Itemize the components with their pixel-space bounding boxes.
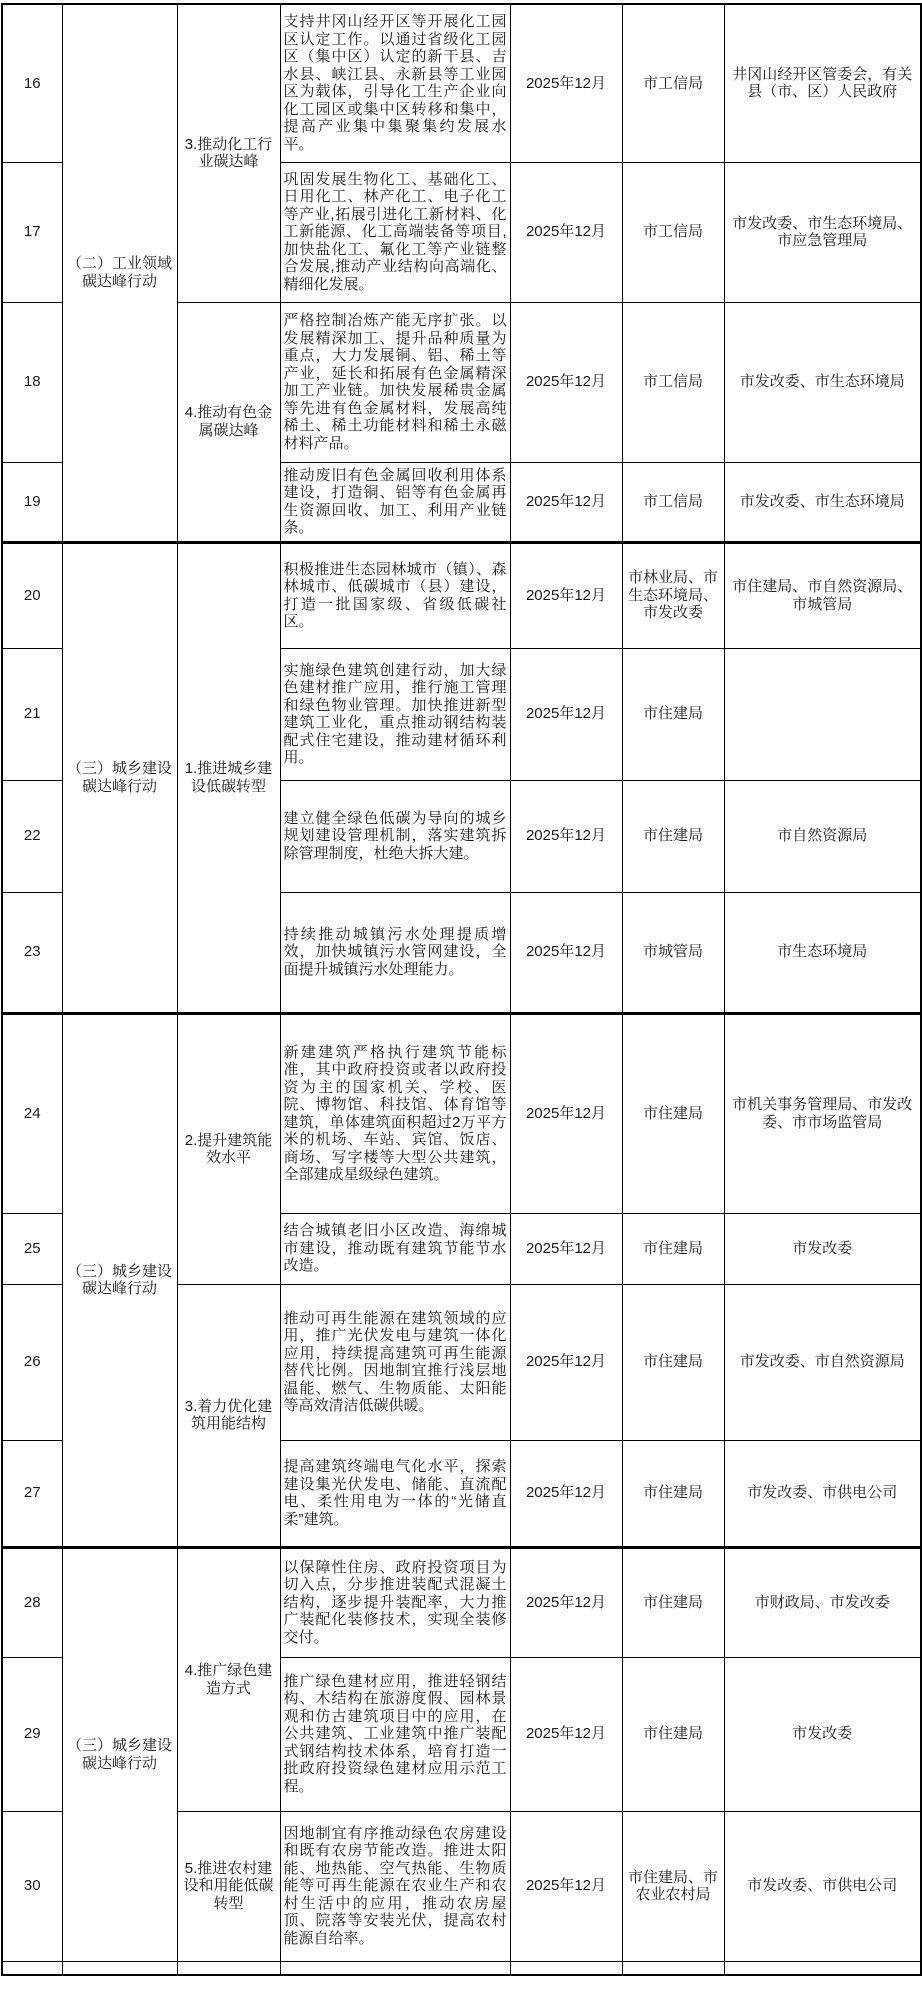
row-number-cell: 23	[2, 892, 62, 1013]
lead-department-cell: 市住建局	[622, 1440, 724, 1547]
lead-department-cell: 市住建局	[622, 1547, 724, 1657]
lead-department-cell: 市住建局	[622, 648, 724, 780]
row-number-cell: 27	[2, 1440, 62, 1547]
lead-department-cell: 市住建局	[622, 1213, 724, 1284]
deadline-cell: 2025年12月	[510, 302, 622, 462]
cooperating-department-cell: 市发改委	[724, 1657, 921, 1811]
clipped-cell	[280, 1961, 510, 1975]
task-description-cell: 以保障性住房、政府投资项目为切入点，分步推进装配式混凝土结构，逐步提升装配率，大力推广装配化装修技术，实现全装修交付。	[280, 1547, 510, 1657]
task-description-cell: 推动废旧有色金属回收利用体系建设，打造铜、铝等有色金属再生资源回收、加工、利用产业链条。	[280, 462, 510, 542]
category-cell: （三）城乡建设碳达峰行动	[62, 1547, 177, 1961]
lead-department-cell: 市工信局	[622, 162, 724, 302]
deadline-cell: 2025年12月	[510, 1657, 622, 1811]
cooperating-department-cell	[724, 648, 921, 780]
cooperating-department-cell: 市发改委	[724, 1213, 921, 1284]
subtask-cell: 3.着力优化建筑用能结构	[177, 1284, 280, 1547]
row-number-cell: 20	[2, 542, 62, 648]
table-row	[2, 4, 921, 162]
subtask-cell: 4.推广绿色建造方式	[177, 1547, 280, 1811]
deadline-cell: 2025年12月	[510, 1440, 622, 1547]
subtask-cell: 2.提升建筑能效水平	[177, 1013, 280, 1284]
deadline-cell: 2025年12月	[510, 1013, 622, 1213]
subtask-cell: 4.推动有色金属碳达峰	[177, 302, 280, 542]
row-number-cell: 17	[2, 162, 62, 302]
task-description-cell: 结合城镇老旧小区改造、海绵城市建设，推动既有建筑节能节水改造。	[280, 1213, 510, 1284]
lead-department-cell: 市工信局	[622, 462, 724, 542]
deadline-cell: 2025年12月	[510, 4, 622, 162]
row-number-cell: 26	[2, 1284, 62, 1440]
cooperating-department-cell: 井冈山经开区管委会，有关县（市、区）人民政府	[724, 4, 921, 162]
lead-department-cell: 市住建局	[622, 1284, 724, 1440]
subtask-cell: 3.推动化工行业碳达峰	[177, 4, 280, 302]
row-number-cell: 24	[2, 1013, 62, 1213]
task-description-cell: 推广绿色建材应用，推进轻钢结构、木结构在旅游度假、园林景观和仿古建筑项目中的应用，在公共建筑、工业建筑中推广装配式钢结构技术体系，培育打造一批政府投资绿色建材应用示范工程。	[280, 1657, 510, 1811]
table-row	[2, 1547, 921, 1657]
subtask-cell: 1.推进城乡建设低碳转型	[177, 542, 280, 1013]
row-number-cell: 30	[2, 1811, 62, 1961]
task-description-cell: 新建建筑严格执行建筑节能标准，其中政府投资或者以政府投资为主的国家机关、学校、医院、博物馆、科技馆、体育馆等建筑，单体建筑面积超过2万平方米的机场、车站、宾馆、饭店、商场、写字楼等大型公共建筑，全部建成星级绿色建筑。	[280, 1013, 510, 1213]
task-description-cell: 积极推进生态园林城市（镇）、森林城市、低碳城市（县）建设，打造一批国家级、省级低碳社区。	[280, 542, 510, 648]
table-row	[2, 1013, 921, 1213]
deadline-cell: 2025年12月	[510, 1811, 622, 1961]
category-cell: （三）城乡建设碳达峰行动	[62, 542, 177, 1013]
table-row	[2, 542, 921, 648]
deadline-cell: 2025年12月	[510, 648, 622, 780]
row-number-cell: 18	[2, 302, 62, 462]
cooperating-department-cell: 市发改委、市供电公司	[724, 1440, 921, 1547]
category-cell: （二）工业领域碳达峰行动	[62, 4, 177, 542]
lead-department-cell: 市住建局	[622, 1657, 724, 1811]
clipped-cell	[2, 1961, 62, 1975]
deadline-cell: 2025年12月	[510, 1547, 622, 1657]
category-cell: （三）城乡建设碳达峰行动	[62, 1013, 177, 1547]
lead-department-cell: 市工信局	[622, 4, 724, 162]
lead-department-cell: 市住建局	[622, 1013, 724, 1213]
row-number-cell: 28	[2, 1547, 62, 1657]
cooperating-department-cell: 市发改委、市生态环境局	[724, 302, 921, 462]
lead-department-cell: 市住建局、市农业农村局	[622, 1811, 724, 1961]
task-description-cell: 推动可再生能源在建筑领域的应用，推广光伏发电与建筑一体化应用，持续提高建筑可再生能源替代比例。因地制宜推行浅层地温能、燃气、生物质能、太阳能等高效清洁低碳供暖。	[280, 1284, 510, 1440]
lead-department-cell: 市工信局	[622, 302, 724, 462]
subtask-cell: 5.推进农村建设和用能低碳转型	[177, 1811, 280, 1961]
cooperating-department-cell: 市生态环境局	[724, 892, 921, 1013]
cooperating-department-cell: 市机关事务管理局、市发改委、市市场监管局	[724, 1013, 921, 1213]
clipped-next-row	[2, 1961, 921, 1975]
clipped-cell	[622, 1961, 724, 1975]
task-description-cell: 建立健全绿色低碳为导向的城乡规划建设管理机制，落实建筑拆除管理制度，杜绝大拆大建。	[280, 780, 510, 892]
task-description-cell: 因地制宜有序推动绿色农房建设和既有农房节能改造。推进太阳能、地热能、空气热能、生物质能等可再生能源在农业生产和农村生活中的应用，推动农房屋顶、院落等安装光伏，提高农村能源自给率。	[280, 1811, 510, 1961]
row-number-cell: 25	[2, 1213, 62, 1284]
cooperating-department-cell: 市住建局、市自然资源局、市城管局	[724, 542, 921, 648]
deadline-cell: 2025年12月	[510, 542, 622, 648]
clipped-cell	[62, 1961, 177, 1975]
row-number-cell: 16	[2, 4, 62, 162]
row-number-cell: 21	[2, 648, 62, 780]
task-description-cell: 严格控制冶炼产能无序扩张。以发展精深加工、提升品种质量为重点，大力发展铜、铝、稀土等产业，延长和拓展有色金属精深加工产业链。加快发展稀贵金属等先进有色金属材料，发展高纯稀土、稀土功能材料和稀土永磁材料产品。	[280, 302, 510, 462]
deadline-cell: 2025年12月	[510, 162, 622, 302]
lead-department-cell: 市城管局	[622, 892, 724, 1013]
task-description-cell: 提高建筑终端电气化水平，探索建设集光伏发电、储能、直流配电、柔性用电为一体的“光储直柔”建筑。	[280, 1440, 510, 1547]
clipped-cell	[724, 1961, 921, 1975]
cooperating-department-cell: 市发改委、市生态环境局	[724, 462, 921, 542]
cooperating-department-cell: 市财政局、市发改委	[724, 1547, 921, 1657]
cooperating-department-cell: 市自然资源局	[724, 780, 921, 892]
deadline-cell: 2025年12月	[510, 1213, 622, 1284]
cooperating-department-cell: 市发改委、市生态环境局、市应急管理局	[724, 162, 921, 302]
cooperating-department-cell: 市发改委、市供电公司	[724, 1811, 921, 1961]
row-number-cell: 22	[2, 780, 62, 892]
task-description-cell: 持续推动城镇污水处理提质增效，加快城镇污水管网建设，全面提升城镇污水处理能力。	[280, 892, 510, 1013]
deadline-cell: 2025年12月	[510, 1284, 622, 1440]
task-description-cell: 支持井冈山经开区等开展化工园区认定工作。以通过省级化工园区（集中区）认定的新干县、吉水县、峡江县、永新县等工业园区为载体，引导化工生产企业向化工园区或集中区转移和集中，提高产业集中集聚集约发展水平。	[280, 4, 510, 162]
clipped-cell	[510, 1961, 622, 1975]
table-body	[2, 4, 921, 1975]
deadline-cell: 2025年12月	[510, 780, 622, 892]
clipped-cell	[177, 1961, 280, 1975]
deadline-cell: 2025年12月	[510, 462, 622, 542]
lead-department-cell: 市林业局、市生态环境局、市发改委	[622, 542, 724, 648]
cooperating-department-cell: 市发改委、市自然资源局	[724, 1284, 921, 1440]
row-number-cell: 19	[2, 462, 62, 542]
lead-department-cell: 市住建局	[622, 780, 724, 892]
task-description-cell: 实施绿色建筑创建行动，加大绿色建材推广应用，推行施工管理和绿色物业管理。加快推进新型建筑工业化，重点推动钢结构装配式住宅建设，推动建材循环利用。	[280, 648, 510, 780]
row-number-cell: 29	[2, 1657, 62, 1811]
deadline-cell: 2025年12月	[510, 892, 622, 1013]
task-description-cell: 巩固发展生物化工、基础化工、日用化工、林产化工、电子化工等产业,拓展引进化工新材料、化工新能源、化工高端装备等项目,加快盐化工、氟化工等产业链整合发展,推动产业结构向高端化、精细化发展。	[280, 162, 510, 302]
carbon-peak-action-table	[1, 3, 922, 1976]
